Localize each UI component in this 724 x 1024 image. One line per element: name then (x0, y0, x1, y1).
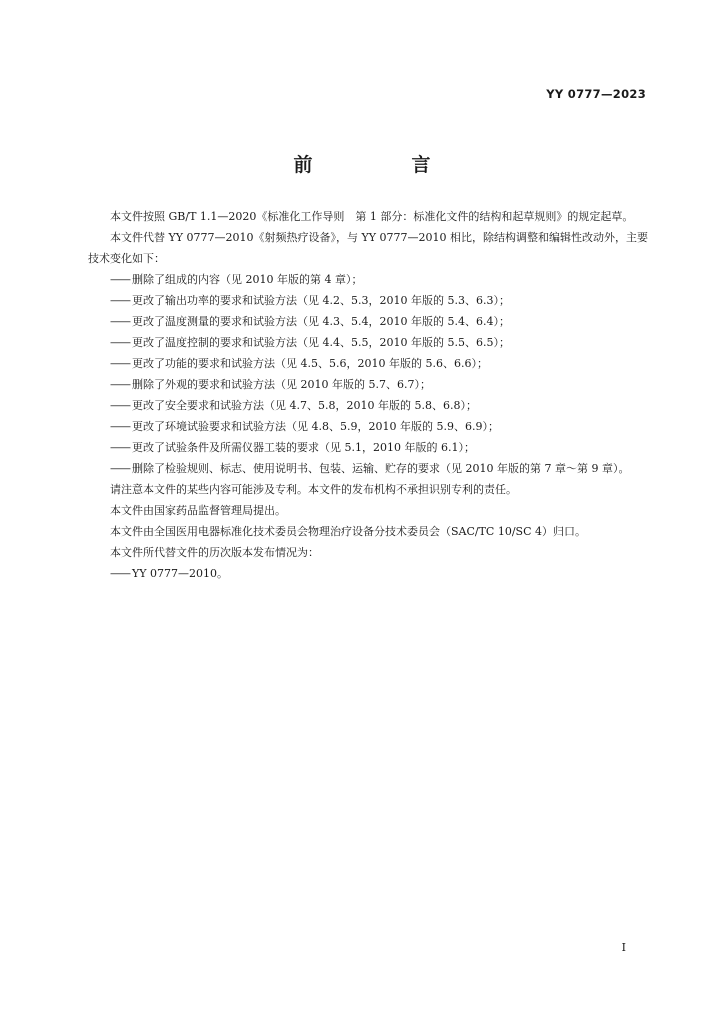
page-number: I (621, 941, 626, 954)
list-item-text: 删除了外观的要求和试验方法（见 2010 年版的 5.7、6.7）； (132, 378, 431, 391)
list-item (88, 395, 648, 416)
dash-marker: —— (110, 273, 130, 286)
list-item (88, 332, 648, 353)
page-title: 前 言 (293, 154, 471, 176)
centralized-by-statement: 本文件由全国医用电器标准化技术委员会物理治疗设备分技术委员会（SAC/TC 10/SC 4）归口。 (110, 525, 586, 538)
list-item (88, 290, 648, 311)
dash-marker: —— (110, 399, 130, 412)
list-item (88, 563, 648, 584)
list-item-text: 删除了检验规则、标志、使用说明书、包装、运输、贮存的要求（见 2010 年版的第 7 章～第 9 章）。 (132, 462, 630, 475)
dash-marker: —— (110, 441, 130, 454)
list-item-text: 更改了安全要求和试验方法（见 4.7、5.8，2010 年版的 5.8、6.8）； (132, 399, 477, 412)
dash-marker: —— (110, 462, 130, 475)
list-item-text: 更改了输出功率的要求和试验方法（见 4.2、5.3，2010 年版的 5.3、6.3）； (132, 294, 510, 307)
changes-list (88, 269, 648, 479)
list-item (88, 269, 648, 290)
list-item-text: 更改了环境试验要求和试验方法（见 4.8、5.9，2010 年版的 5.9、6.9）； (132, 420, 499, 433)
list-item-text: 更改了温度测量的要求和试验方法（见 4.3、5.4，2010 年版的 5.4、6.4）； (132, 315, 510, 328)
list-item-text: YY 0777—2010。 (132, 567, 229, 580)
dash-marker: —— (110, 336, 130, 349)
drafting-rules-paragraph: 本文件按照 GB/T 1.1—2020《标准化工作导则 第 1 部分：标准化文件的结构和起草规则》的规定起草。 (110, 210, 634, 223)
dash-marker: —— (110, 357, 130, 370)
dash-marker: —— (110, 420, 130, 433)
patent-notice: 请注意本文件的某些内容可能涉及专利。本文件的发布机构不承担识别专利的责任。 (110, 483, 517, 496)
document-code: YY 0777—2023 (546, 87, 646, 101)
list-item-text: 删除了组成的内容（见 2010 年版的第 4 章）； (132, 273, 363, 286)
list-item-text: 更改了温度控制的要求和试验方法（见 4.4、5.5，2010 年版的 5.5、6.5）； (132, 336, 510, 349)
history-intro: 本文件所代替文件的历次版本发布情况为： (110, 546, 319, 559)
dash-marker: —— (110, 567, 130, 580)
list-item (88, 353, 648, 374)
list-item (88, 416, 648, 437)
list-item-text: 更改了功能的要求和试验方法（见 4.5、5.6，2010 年版的 5.6、6.6）； (132, 357, 488, 370)
foreword-body (88, 206, 648, 584)
dash-marker: —— (110, 378, 130, 391)
list-item (88, 311, 648, 332)
dash-marker: —— (110, 294, 130, 307)
list-item (88, 437, 648, 458)
proposed-by-statement: 本文件由国家药品监督管理局提出。 (110, 504, 286, 517)
list-item (88, 374, 648, 395)
dash-marker: —— (110, 315, 130, 328)
history-list (88, 563, 648, 584)
list-item-text: 更改了试验条件及所需仪器工装的要求（见 5.1，2010 年版的 6.1）； (132, 441, 475, 454)
list-item (88, 458, 648, 479)
replacement-paragraph: 本文件代替 YY 0777—2010《射频热疗设备》，与 YY 0777—2010 相比，除结构调整和编辑性改动外，主要技术变化如下： (88, 231, 649, 265)
